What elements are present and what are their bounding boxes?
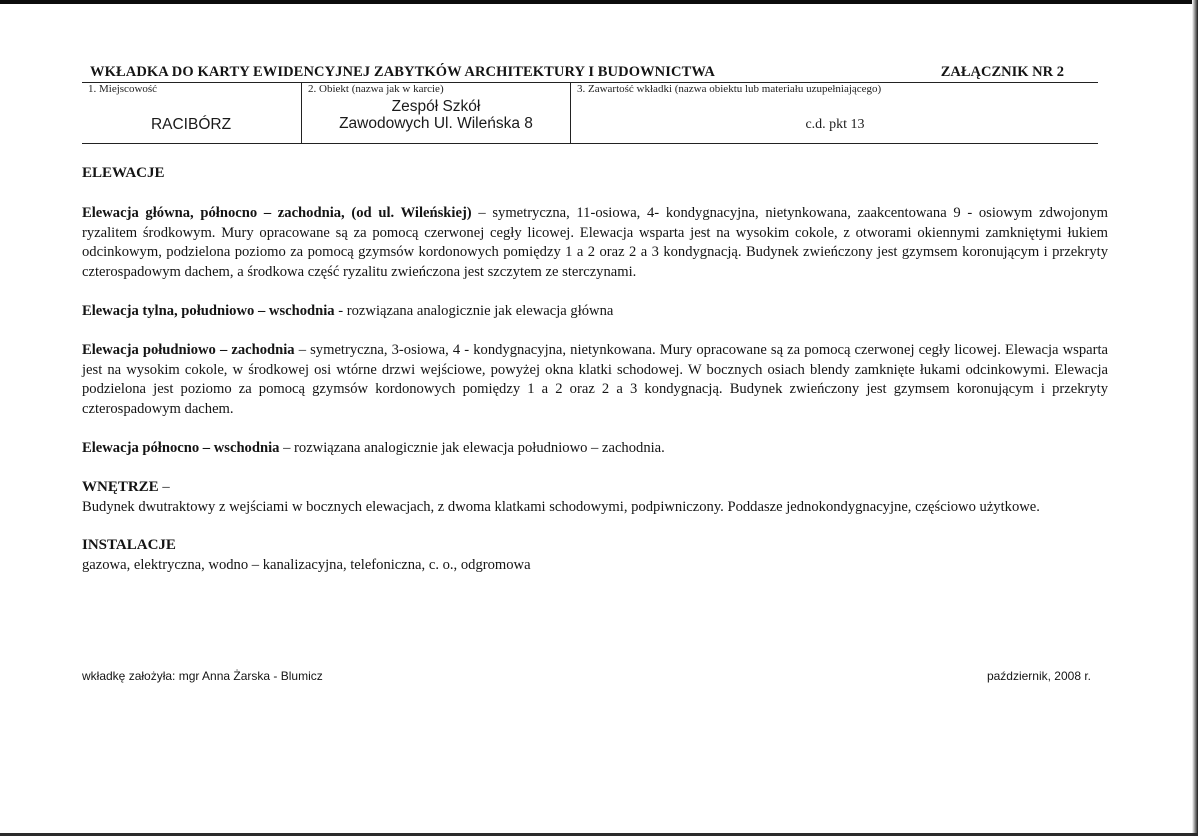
rear-elevation-text: - rozwiązana analogicznie jak elewacja główna	[334, 302, 614, 319]
locality-label: 1. Miejscowość	[88, 83, 158, 95]
info-table	[82, 83, 1098, 144]
front-elevation-paragraph	[82, 204, 1108, 283]
document-header	[82, 64, 1098, 83]
interior-text: Budynek dwutraktowy z wejściami w bocznych elewacjach, z dwoma klatkami schodowymi, podpiwniczony. Poddasze jednokondygnacyjne, częściowo użytkowe.	[82, 498, 1040, 515]
northeast-elevation-paragraph	[82, 439, 1108, 459]
locality-cell	[82, 83, 300, 143]
northeast-elevation-lead: Elewacja północno – wschodnia	[82, 439, 280, 456]
installations-section	[82, 536, 1108, 576]
southwest-elevation-lead: Elewacja południowo – zachodnia	[82, 341, 295, 358]
installations-text: gazowa, elektryczna, wodno – kanalizacyjna, telefoniczna, c. o., odgromowa	[82, 557, 531, 574]
document-date: październik, 2008 r.	[986, 669, 1091, 683]
interior-section	[82, 478, 1108, 518]
interior-heading-line	[82, 478, 1108, 498]
southwest-elevation-paragraph	[82, 341, 1108, 420]
interior-heading: WNĘTRZE	[82, 478, 159, 495]
object-value	[302, 98, 570, 132]
northeast-elevation-text: – rozwiązana analogicznie jak elewacja południowo – zachodnia.	[279, 439, 665, 456]
object-label: 2. Obiekt (nazwa jak w karcie)	[308, 83, 444, 95]
rear-elevation-paragraph	[82, 302, 1108, 322]
installations-heading: INSTALACJE	[82, 537, 176, 554]
insert-content-label: 3. Zawartość wkładki (nazwa obiektu lub materiału uzupełniającego)	[577, 83, 882, 95]
interior-heading-dash: –	[158, 478, 170, 495]
annex-number: ZAŁĄCZNIK NR 2	[940, 64, 1064, 80]
object-value-line: Zawodowych Ul. Wileńska 8	[339, 115, 533, 132]
scan-edge-right	[1192, 0, 1198, 836]
object-value-line: Zespół Szkół	[391, 98, 481, 115]
document-title: WKŁADKA DO KARTY EWIDENCYJNEJ ZABYTKÓW ARCHITEKTURY I BUDOWNICTWA	[90, 64, 715, 80]
insert-content-cell	[570, 83, 1099, 143]
object-cell	[301, 83, 570, 143]
front-elevation-lead: Elewacja główna, północno – zachodnia, (od ul. Wileńskiej)	[82, 204, 472, 221]
scan-edge-top	[0, 0, 1198, 4]
insert-content-value: c.d. pkt 13	[805, 117, 865, 132]
southwest-elevation-text: – symetryczna, 3-osiowa, 4 - kondygnacyjna, nietynkowana. Mury opracowane są za pomocą czerwonej cegły licowej. Elewacja wsparta jest na wysokim cokole, w środkowej osi wtórne drzwi wejściowe, powyżej okna klatki schodowej. W bocznych osiach blendy zamknięte łukami odcinkowymi. Elewacja podzielona jest poziomo za pomocą gzymsów kordonowych pomiędzy 1 a 2 oraz 2 a 3 kondygnacją. Budynek zwieńczony jest gzymsem koronującym i przekryty czterospadowym dachem.	[82, 341, 1108, 418]
rear-elevation-lead: Elewacja tylna, południowo – wschodnia	[82, 302, 335, 319]
document-body	[82, 164, 1108, 576]
author-note: wkładkę założyła: mgr Anna Żarska - Blumicz	[82, 669, 323, 683]
front-elevation-text: – symetryczna, 11-osiowa, 4- kondygnacyjna, nietynkowana, zaakcentowana 9 - osiowym zdwojonym ryzalitem środkowym. Mury opracowane są za pomocą czerwonej cegły licowej. Elewacja wsparta jest na wysokim cokole, z otworami okiennymi zamkniętymi łukiem odcinkowym, podzielona poziomo za pomocą gzymsów kordonowych pomiędzy 1 a 2 oraz 2 a 3 kondygnacją. Budynek zwieńczony jest gzymsem koronującym i przekryty czterospadowym dachem, a środkowa część ryzalitu zwieńczona jest szczytem ze sterczynami.	[82, 204, 1108, 281]
elevations-heading: ELEWACJE	[82, 165, 165, 181]
locality-value: RACIBÓRZ	[150, 116, 232, 133]
